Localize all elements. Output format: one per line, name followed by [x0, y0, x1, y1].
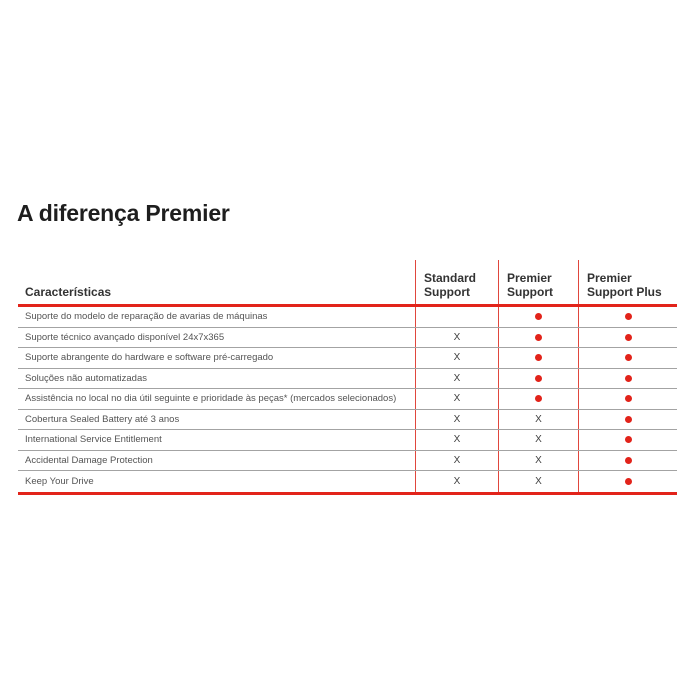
included-dot-icon: [535, 354, 542, 361]
premier-support-cell: [498, 348, 578, 368]
table-row: [18, 430, 677, 451]
standard-support-cell: [415, 328, 498, 348]
standard-support-cell: [415, 348, 498, 368]
premier-support-cell: [498, 307, 578, 327]
premier-support-cell: [498, 430, 578, 450]
column-header-premier-support-plus: Premier Support Plus: [578, 260, 677, 304]
column-header-standard-support: Standard Support: [415, 260, 498, 304]
column-header-features: Características: [25, 284, 112, 299]
standard-support-cell: [415, 389, 498, 409]
premier-support-cell: [498, 410, 578, 430]
included-dot-icon: [625, 354, 632, 361]
table-row: [18, 307, 677, 328]
feature-label: Assistência no local no dia útil seguinte e prioridade às peças* (mercados selecionados): [25, 393, 397, 405]
included-dot-icon: [625, 395, 632, 402]
feature-label: Accidental Damage Protection: [25, 454, 153, 466]
included-dot-icon: [625, 334, 632, 341]
standard-support-cell: [415, 471, 498, 492]
premier-support-cell: [498, 328, 578, 348]
x-mark: X: [453, 393, 461, 405]
feature-label: Suporte abrangente do hardware e software pré-carregado: [25, 352, 274, 364]
standard-support-cell: [415, 451, 498, 471]
premier-support-plus-cell: [578, 471, 677, 492]
standard-support-cell: [415, 430, 498, 450]
x-mark: X: [535, 475, 542, 487]
table-row: [18, 410, 677, 431]
x-mark: X: [535, 413, 542, 425]
included-dot-icon: [625, 416, 632, 423]
table-row: [18, 451, 677, 472]
comparison-table: [18, 260, 677, 495]
x-mark: X: [535, 454, 542, 466]
table-rows: [18, 307, 677, 495]
included-dot-icon: [625, 478, 632, 485]
feature-label: International Service Entitlement: [25, 434, 162, 446]
premier-support-cell: [498, 389, 578, 409]
x-mark: X: [453, 331, 461, 343]
feature-label: Suporte técnico avançado disponível 24x7x365: [25, 331, 225, 343]
premier-support-plus-cell: [578, 369, 677, 389]
standard-support-cell: [415, 369, 498, 389]
premier-support-plus-cell: [578, 430, 677, 450]
table-row: [18, 348, 677, 369]
x-mark: X: [453, 434, 461, 446]
included-dot-icon: [535, 313, 542, 320]
premier-support-plus-cell: [578, 451, 677, 471]
included-dot-icon: [535, 334, 542, 341]
included-dot-icon: [625, 436, 632, 443]
feature-label: Suporte do modelo de reparação de avarias de máquinas: [25, 311, 268, 323]
included-dot-icon: [625, 313, 632, 320]
premier-support-cell: [498, 369, 578, 389]
feature-label: Soluções não automatizadas: [25, 372, 147, 384]
table-row: [18, 328, 677, 349]
feature-label: Keep Your Drive: [25, 475, 94, 487]
table-row: [18, 389, 677, 410]
table-row: [18, 471, 677, 492]
premier-support-plus-cell: [578, 307, 677, 327]
premier-support-plus-cell: [578, 348, 677, 368]
premier-support-plus-cell: [578, 410, 677, 430]
x-mark: X: [535, 434, 542, 446]
table-row: [18, 369, 677, 390]
included-dot-icon: [535, 375, 542, 382]
feature-label: Cobertura Sealed Battery até 3 anos: [25, 413, 180, 425]
premier-support-plus-cell: [578, 328, 677, 348]
column-header-premier-support: Premier Support: [498, 260, 578, 304]
page-title: A diferença Premier: [17, 200, 230, 226]
standard-support-cell: [415, 307, 498, 327]
included-dot-icon: [625, 457, 632, 464]
x-mark: X: [453, 372, 461, 384]
x-mark: X: [453, 454, 461, 466]
table-header-row: [18, 260, 677, 307]
premier-support-plus-cell: [578, 389, 677, 409]
included-dot-icon: [535, 395, 542, 402]
x-mark: X: [453, 475, 461, 487]
premier-support-cell: [498, 471, 578, 492]
x-mark: X: [453, 352, 461, 364]
x-mark: X: [453, 413, 461, 425]
premier-support-cell: [498, 451, 578, 471]
included-dot-icon: [625, 375, 632, 382]
standard-support-cell: [415, 410, 498, 430]
